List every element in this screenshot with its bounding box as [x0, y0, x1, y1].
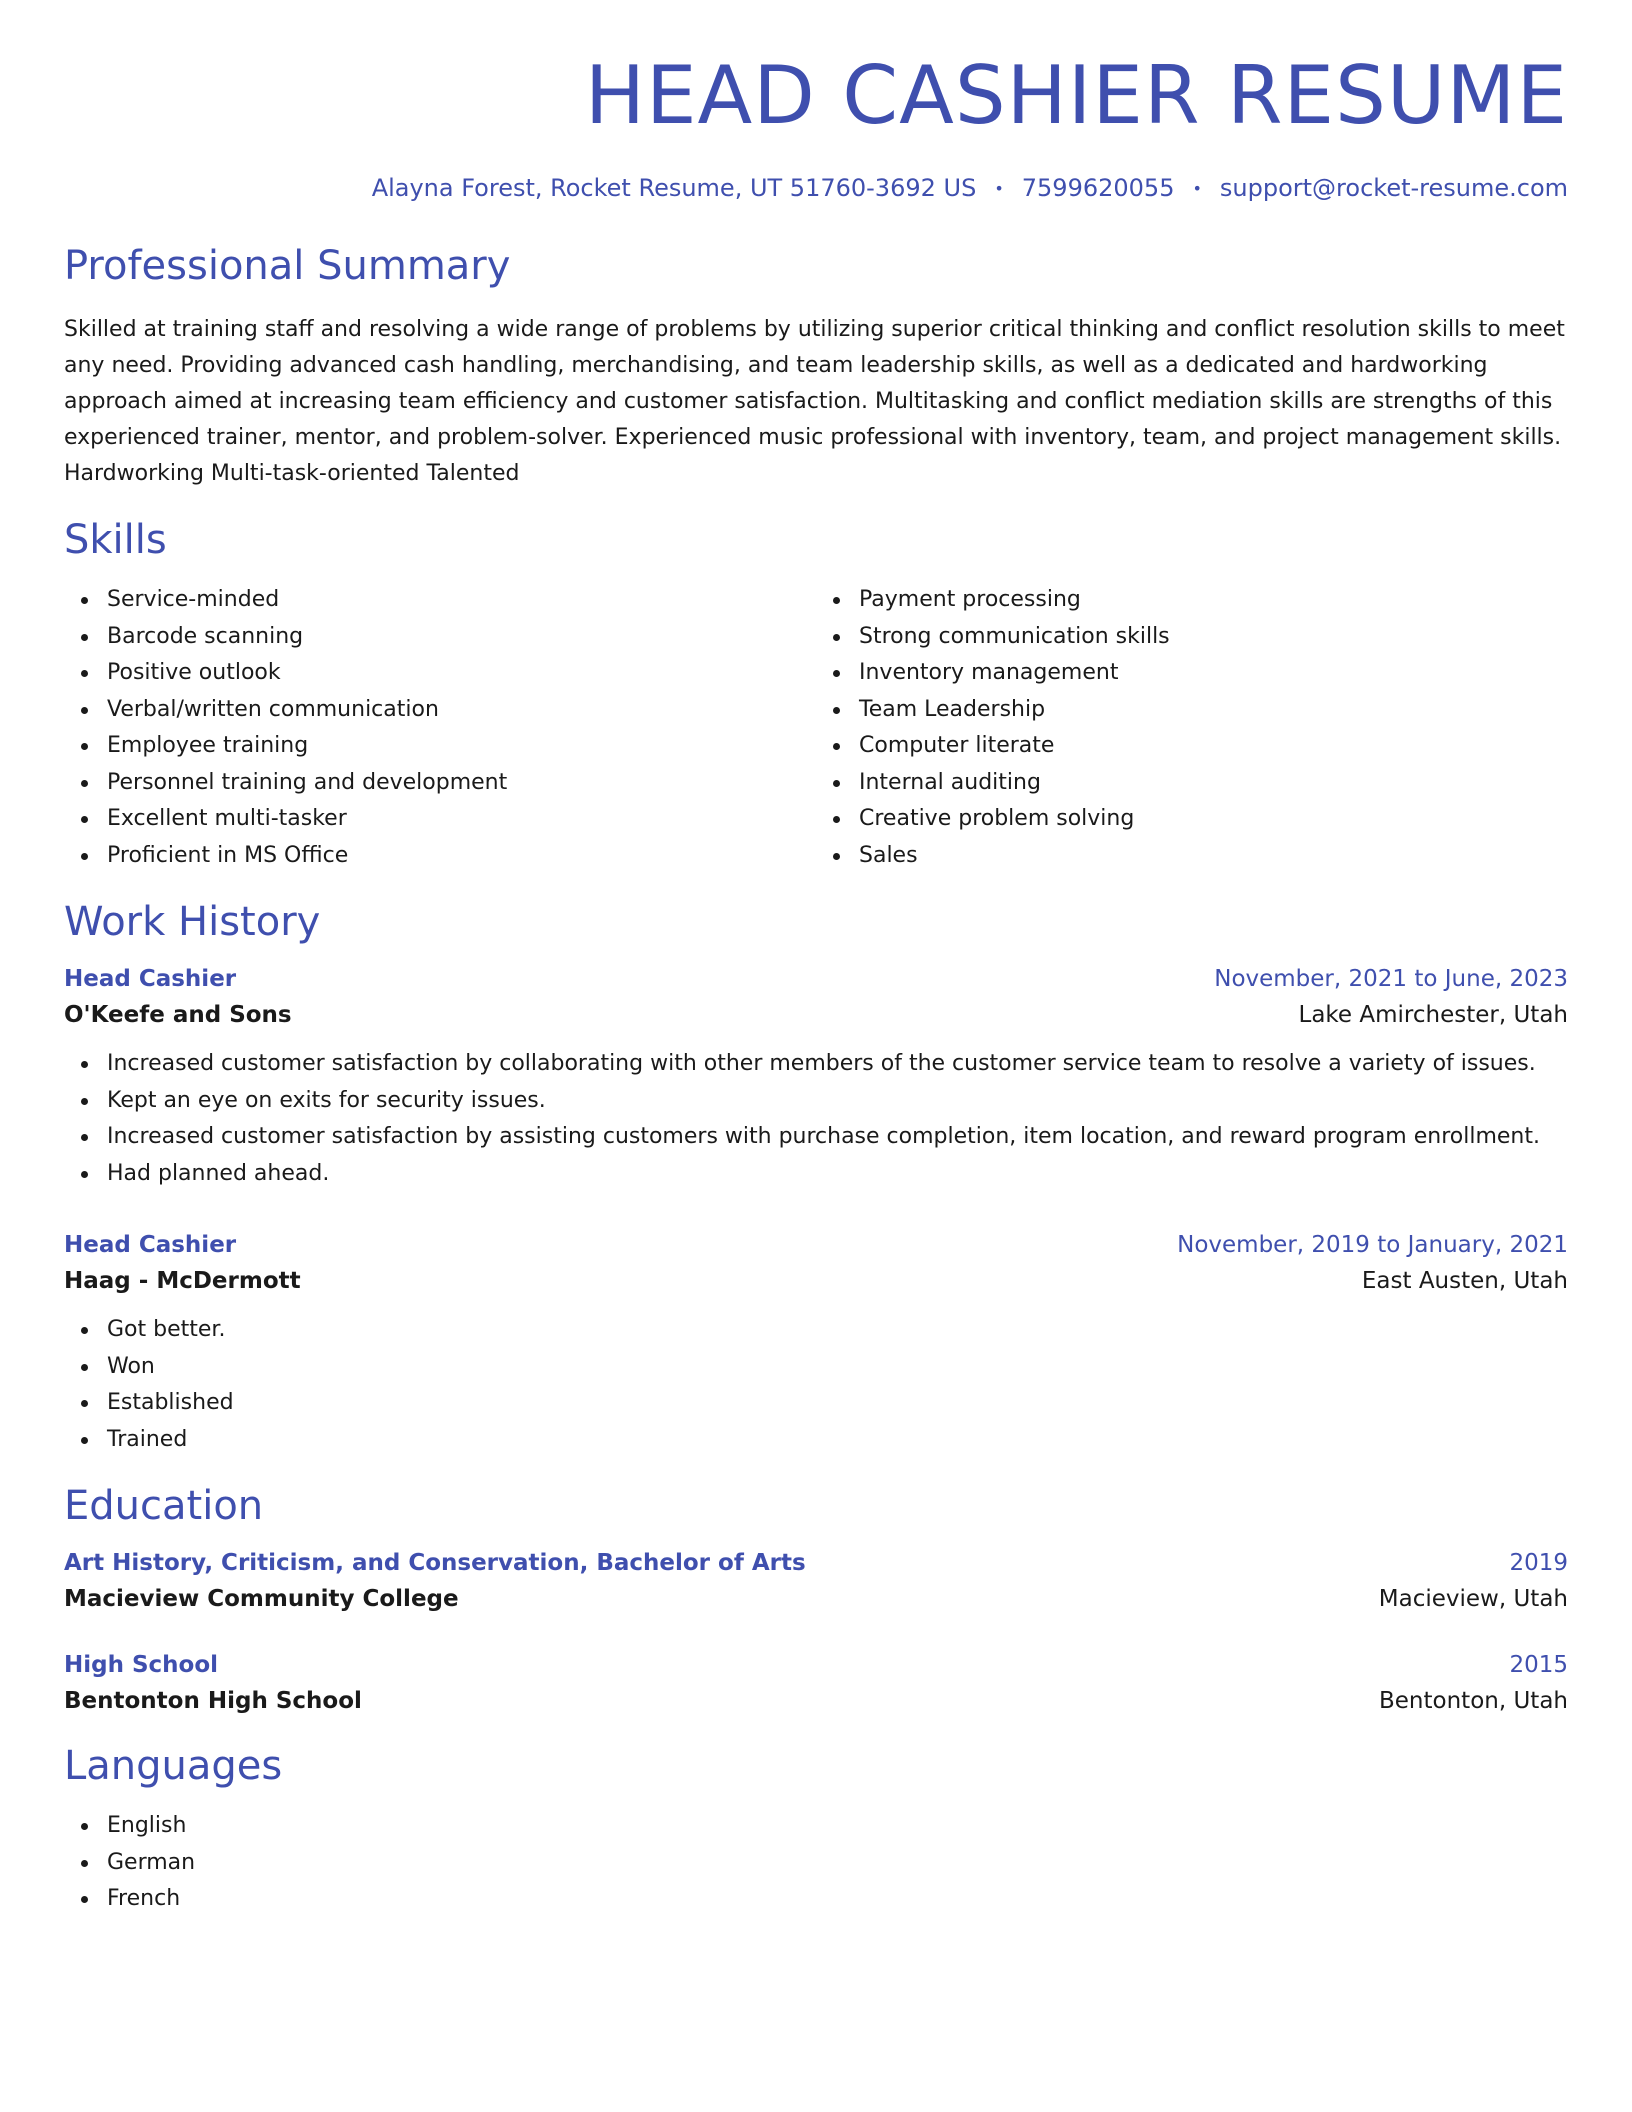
education-entry — [64, 1652, 1568, 1714]
job-title: Head Cashier — [64, 1232, 237, 1258]
skill-item: Internal auditing — [859, 765, 1568, 802]
skill-item: Barcode scanning — [107, 619, 816, 656]
job-location: East Austen, Utah — [1361, 1268, 1568, 1294]
job-company: Haag - McDermott — [64, 1268, 301, 1294]
job-bullets — [64, 1312, 1568, 1458]
skill-item: Strong communication skills — [859, 619, 1568, 656]
job-bullet: Won — [107, 1349, 1568, 1386]
skills-section — [64, 516, 1568, 874]
skill-item: Creative problem solving — [859, 801, 1568, 838]
skill-item: Inventory management — [859, 655, 1568, 692]
job-bullet: Got better. — [107, 1312, 1568, 1349]
education-degree: High School — [64, 1652, 219, 1678]
education-entry — [64, 1550, 1568, 1612]
skills-heading: Skills — [64, 517, 167, 563]
work-history-section — [64, 898, 1568, 1458]
education-section — [64, 1482, 1568, 1714]
job-bullet: Increased customer satisfaction by collaborating with other members of the customer service team to resolve a variety of issues. — [107, 1046, 1568, 1083]
job-bullet: Kept an eye on exits for security issues. — [107, 1083, 1568, 1120]
resume-header — [64, 0, 1568, 202]
languages-section — [64, 1742, 1568, 1918]
skills-column-right — [816, 582, 1568, 874]
language-item: French — [107, 1881, 1568, 1918]
job-dates: November, 2021 to June, 2023 — [1214, 966, 1568, 992]
contact-line — [64, 174, 1568, 202]
skill-item: Service-minded — [107, 582, 816, 619]
skill-item: Excellent multi-tasker — [107, 801, 816, 838]
skill-item: Employee training — [107, 728, 816, 765]
skills-column-left — [64, 582, 816, 874]
skill-item: Proficient in MS Office — [107, 838, 816, 875]
summary-heading: Professional Summary — [64, 243, 511, 289]
skills-grid — [64, 582, 1568, 874]
job-company: O'Keefe and Sons — [64, 1002, 292, 1028]
languages-heading: Languages — [64, 1743, 283, 1789]
skill-item: Computer literate — [859, 728, 1568, 765]
contact-separator: • — [994, 178, 1004, 198]
job-bullet: Had planned ahead. — [107, 1156, 1568, 1193]
resume-title: HEAD CASHIER RESUME — [584, 49, 1568, 142]
job-bullet: Established — [107, 1385, 1568, 1422]
education-heading: Education — [64, 1483, 264, 1529]
job-entry — [64, 966, 1568, 1192]
skill-item: Verbal/written communication — [107, 692, 816, 729]
job-bullet: Increased customer satisfaction by assisting customers with purchase completion, item location, and reward program enrollment. — [107, 1119, 1568, 1156]
skill-item: Sales — [859, 838, 1568, 875]
skill-item: Team Leadership — [859, 692, 1568, 729]
education-school: Macieview Community College — [64, 1586, 459, 1612]
education-location: Macieview, Utah — [1378, 1586, 1568, 1612]
languages-list — [64, 1808, 1568, 1918]
skill-item: Positive outlook — [107, 655, 816, 692]
contact-separator: • — [1192, 178, 1202, 198]
education-location: Bentonton, Utah — [1379, 1688, 1568, 1714]
education-year: 2015 — [1509, 1652, 1568, 1678]
job-bullet: Trained — [107, 1422, 1568, 1459]
summary-section — [64, 242, 1568, 492]
job-location: Lake Amirchester, Utah — [1298, 1002, 1568, 1028]
language-item: English — [107, 1808, 1568, 1845]
summary-text: Skilled at training staff and resolving a wide range of problems by utilizing superior critical thinking and conflict resolution skills to meet any need. Providing advanced cash handling, merchandising, and team leadership skills, as well as a dedicated and hardworking approach aimed at increasing team efficiency and customer satisfaction. Multitasking and conflict mediation skills are strengths of this experienced trainer, mentor, and problem-solver. Experienced music professional with inventory, team, and project management skills. Hardworking Multi-task-oriented Talented — [64, 317, 1565, 486]
education-school: Bentonton High School — [64, 1688, 362, 1714]
skill-item: Payment processing — [859, 582, 1568, 619]
work-history-heading: Work History — [64, 899, 321, 945]
contact-address: Alayna Forest, Rocket Resume, UT 51760-3692 US — [371, 174, 977, 202]
skill-item: Personnel training and development — [107, 765, 816, 802]
education-degree: Art History, Criticism, and Conservation, Bachelor of Arts — [64, 1550, 806, 1576]
contact-email: support@rocket-resume.com — [1219, 174, 1568, 202]
language-item: German — [107, 1845, 1568, 1882]
contact-phone: 7599620055 — [1021, 174, 1175, 202]
job-bullets — [64, 1046, 1568, 1192]
job-title: Head Cashier — [64, 966, 237, 992]
job-dates: November, 2019 to January, 2021 — [1177, 1232, 1568, 1258]
education-year: 2019 — [1509, 1550, 1568, 1576]
job-entry — [64, 1232, 1568, 1458]
